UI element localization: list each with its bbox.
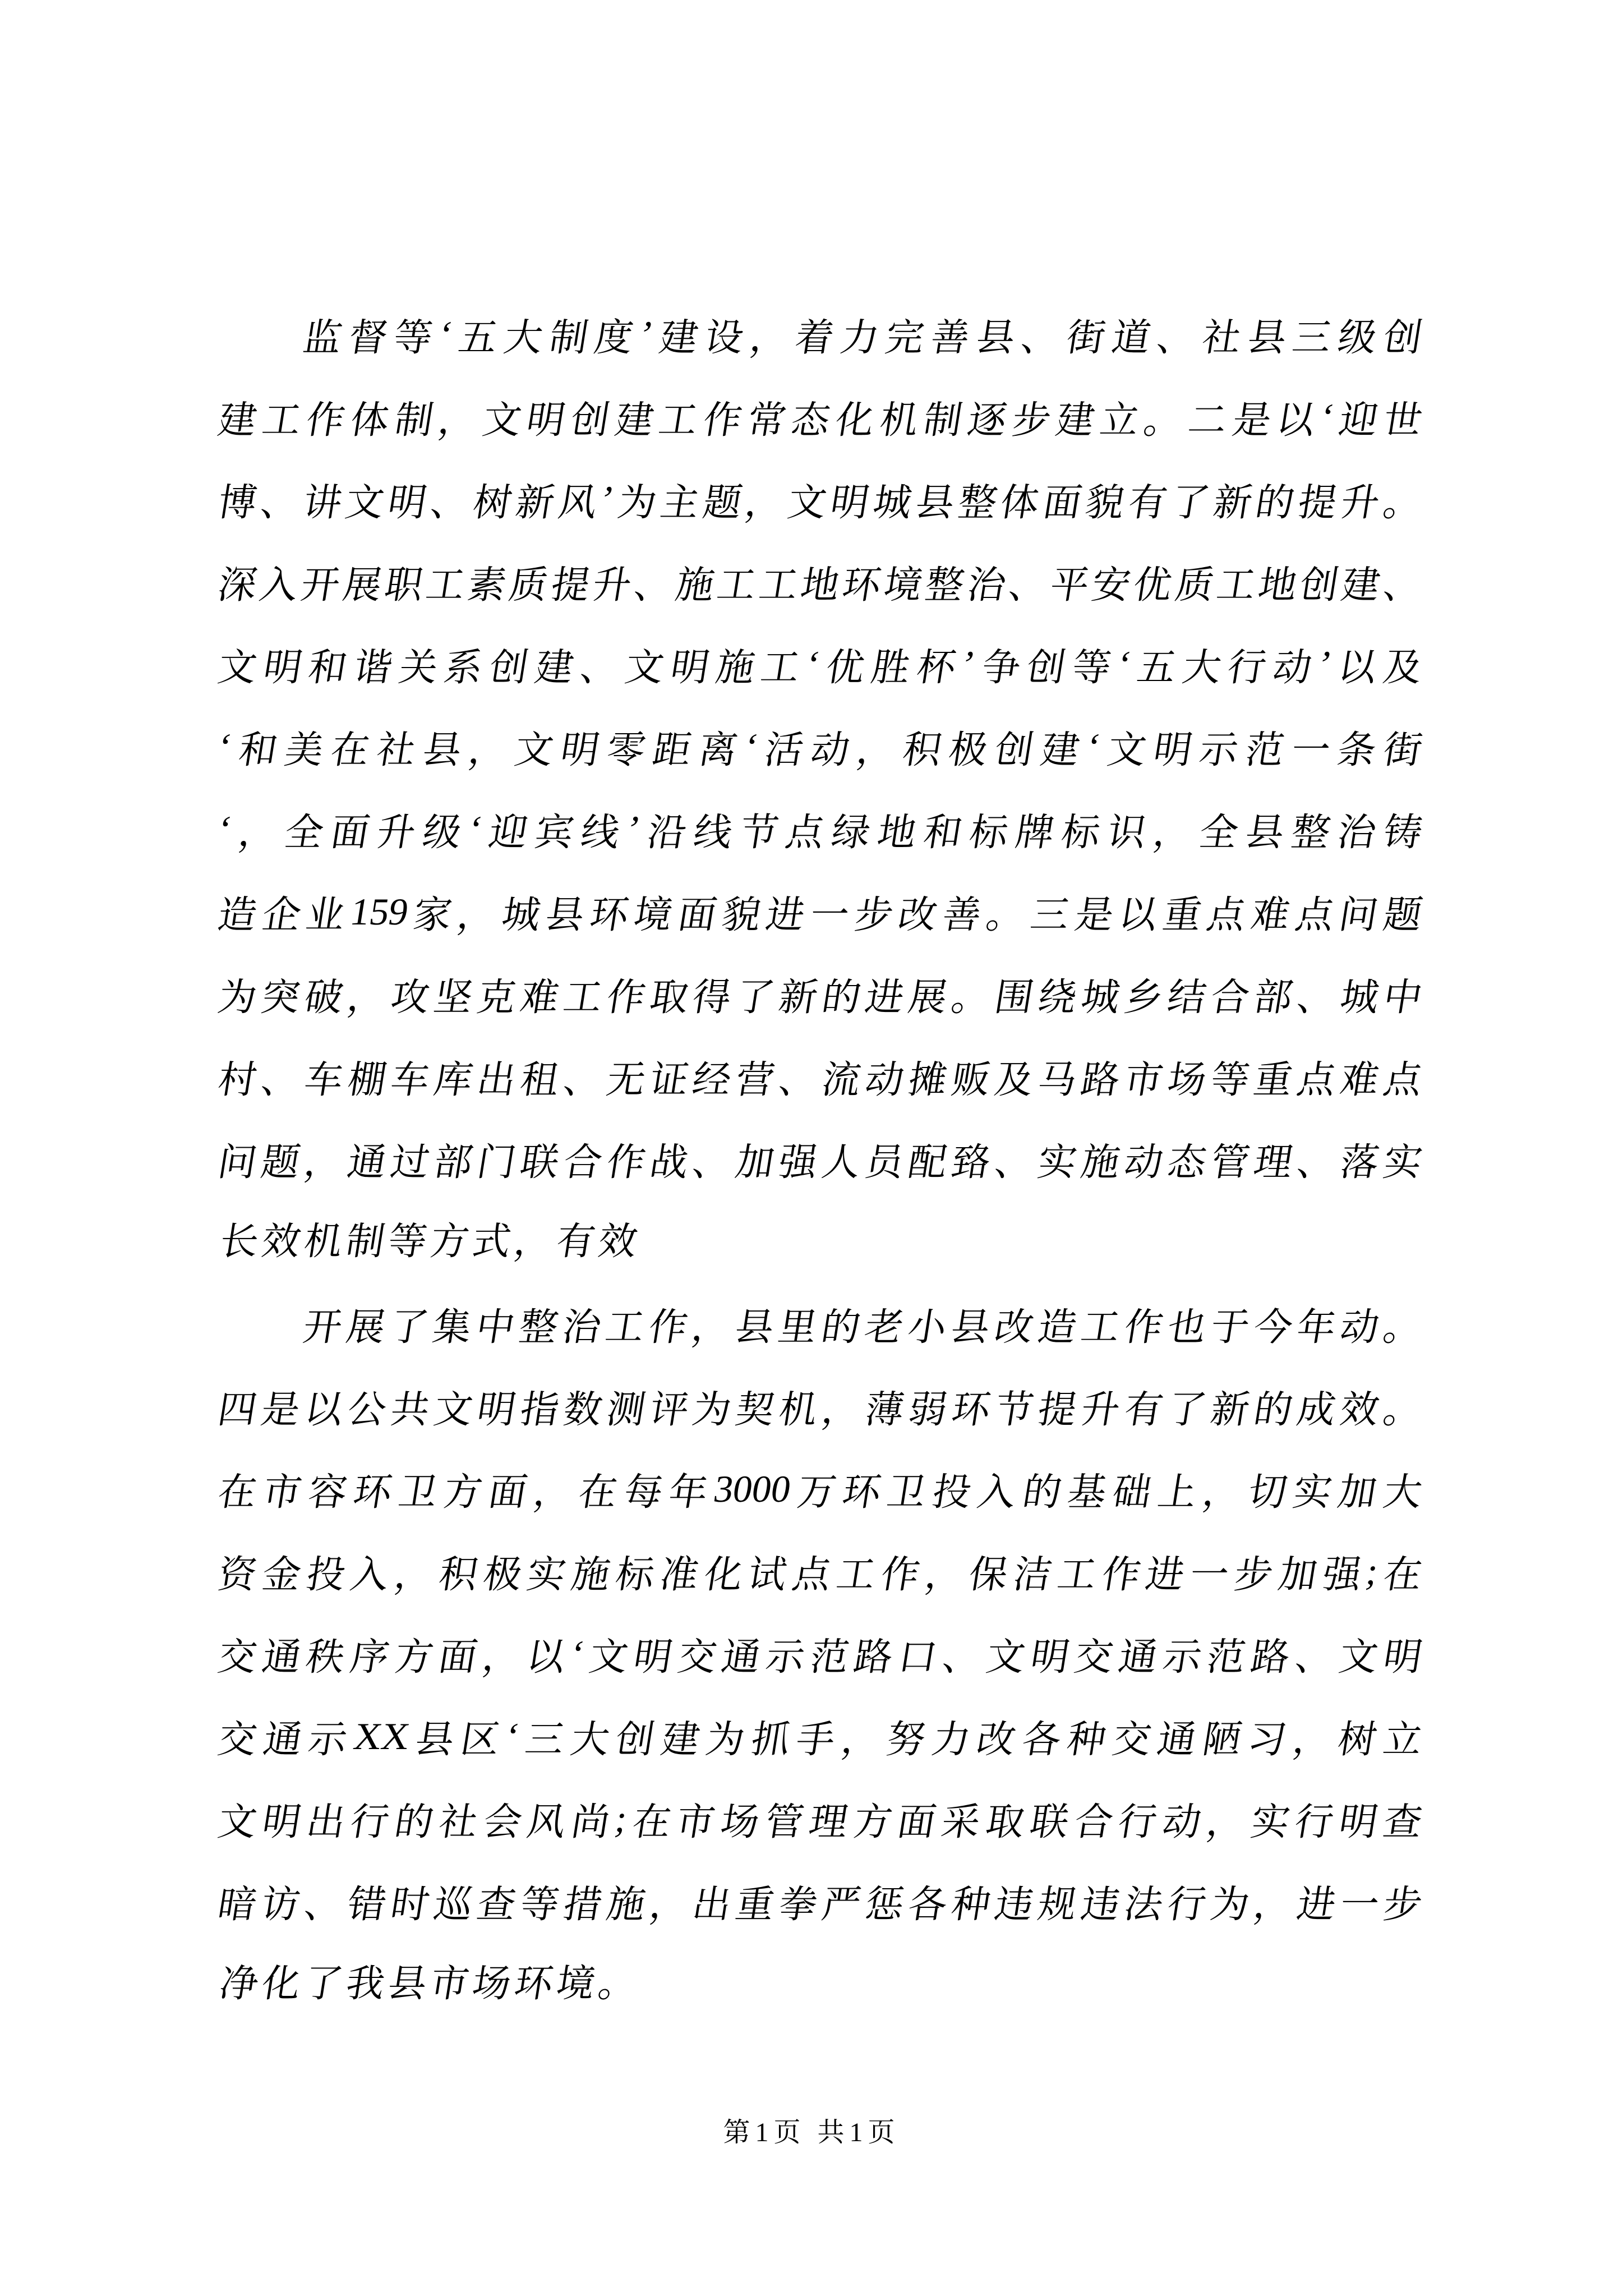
text-line-16: 资 金 投 入 ， 积 极 实 施 标 准 化 试 点 工 作 ， 保 洁 工 作 进 一 步 加 强 ; 在 (215, 1550, 1426, 1596)
text-line-8: 造 企 业 159 家 ， 城 县 环 境 面 貌 进 一 步 改 善 。 三 是 以 重 点 难 点 问 题 (215, 890, 1426, 936)
page-footer (0, 2116, 1623, 2150)
text-line-21: 净化了我县市场环境。 (216, 1962, 644, 2005)
text-line-4: 深 入 开 展 职 工 素 质 提 升 、 施 工 工 地 环 境 整 治 、 平 安 优 质 工 地 创 建 、 (215, 564, 1426, 606)
document-body (215, 293, 1426, 2025)
text-line-9: 为 突 破 ， 攻 坚 克 难 工 作 取 得 了 新 的 进 展 。 围 绕 城 乡 结 合 部 、 城 中 (215, 976, 1426, 1019)
text-line-1: 监 督 等 ‘ 五 大 制 度 ’ 建 设 ， 着 力 完 善 县 、 街 道 、 社 县 三 级 创 (300, 313, 1426, 359)
text-line-17: 交 通 秩 序 方 面 ， 以 ‘ 文 明 交 通 示 范 路 口 、 文 明 交 通 示 范 路 、 文 明 (215, 1632, 1426, 1678)
text-line-11: 问 题 ， 通 过 部 门 联 合 作 战 、 加 强 人 员 配 臵 、 实 施 动 态 管 理 、 落 实 (215, 1141, 1426, 1184)
text-line-20: 暗 访 、 错 时 巡 查 等 措 施 ， 出 重 拳 严 惩 各 种 违 规 违 法 行 为 ， 进 一 步 (215, 1883, 1426, 1926)
text-line-19: 文 明 出 行 的 社 会 风 尚 ; 在 市 场 管 理 方 面 采 取 联 合 行 动 ， 实 行 明 查 (215, 1797, 1426, 1843)
text-line-6: ‘ 和 美 在 社 县 ， 文 明 零 距 离 ‘ 活 动 ， 积 极 创 建 ‘ 文 明 示 范 一 条 街 (215, 725, 1426, 771)
text-line-2: 建 工 作 体 制 ， 文 明 创 建 工 作 常 态 化 机 制 逐 步 建 立 。 二 是 以 ‘ 迎 世 (215, 395, 1426, 441)
text-line-15: 在 市 容 环 卫 方 面 ， 在 每 年 3000 万 环 卫 投 入 的 基 础 上 ， 切 实 加 大 (215, 1467, 1426, 1513)
text-line-13: 开 展 了 集 中 整 治 工 作 ， 县 里 的 老 小 县 改 造 工 作 也 于 今 年 动 。 (300, 1306, 1426, 1349)
text-line-5: 文 明 和 谐 关 系 创 建 、 文 明 施 工 ‘ 优 胜 杯 ’ 争 创 等 ‘ 五 大 行 动 ’ 以 及 (215, 643, 1426, 689)
text-line-18: 交 通 示 XX 县 区 ‘ 三 大 创 建 为 抓 手 ， 努 力 改 各 种 交 通 陋 习 ， 树 立 (215, 1715, 1426, 1761)
text-line-7: ‘ ， 全 面 升 级 ‘ 迎 宾 线 ’ 沿 线 节 点 绿 地 和 标 牌 标 识 ， 全 县 整 治 铸 (215, 808, 1426, 854)
page-number: 第1页 共1页 (723, 2118, 900, 2147)
text-line-3: 博 、 讲 文 明 、 树 新 风 ’ 为 主 题 ， 文 明 城 县 整 体 面 貌 有 了 新 的 提 升 。 (215, 478, 1426, 524)
text-line-12: 长效机制等方式，有效 (216, 1220, 644, 1263)
text-line-14: 四 是 以 公 共 文 明 指 数 测 评 为 契 机 ， 薄 弱 环 节 提 升 有 了 新 的 成 效 。 (215, 1388, 1426, 1431)
text-line-10: 村 、 车 棚 车 库 出 租 、 无 证 经 营 、 流 动 摊 贩 及 马 路 市 场 等 重 点 难 点 (215, 1059, 1426, 1101)
